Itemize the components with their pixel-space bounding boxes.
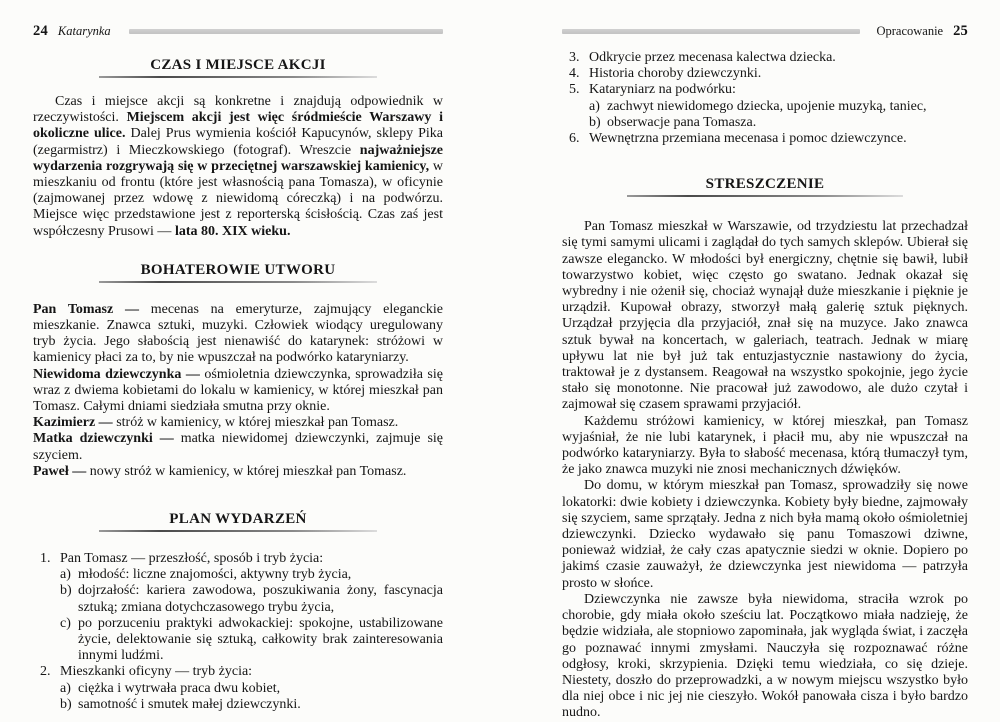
- heading-plan: PLAN WYDARZEŃ: [169, 511, 307, 528]
- summary-paragraph: Dziewczynka nie zawsze była niewidoma, straciła wzrok po chorobie, gdy miała około sześciu lat. Początkowo miała nadzieję, że będzie widziała, ale stopniowo zapominała, jak wygląda świat, i zaczęła go poznawać innymi zmysłami. Nauczyła się rozpoznawać różne odgłosy, kroki, skrzypienia. Dzięki temu wiedziała, co się dzieje. Niestety, doszło do przeprowadzki, a w nowym miejscu wszystko było dla niej obce i nic jej nie cieszyło. Wokół panowała cisza i było bardzo nudno.: [562, 591, 968, 721]
- plan-list-continued: [562, 50, 968, 147]
- header-rule-left: [129, 29, 443, 34]
- heading-summary: STRESZCZENIE: [705, 176, 825, 193]
- plan-subitem-text: zachwyt niewidomego dziecka, upojenie muzyką, taniec,: [607, 98, 927, 114]
- character-entry: [33, 431, 443, 463]
- plan-subitem-text: młodość: liczne znajomości, aktywny tryb życia,: [78, 567, 352, 583]
- page-left: [33, 0, 443, 712]
- heading-underline: [627, 195, 903, 197]
- plan-item: [33, 551, 443, 567]
- running-title-right: Opracowanie: [876, 23, 944, 38]
- heading-underline: [99, 76, 378, 78]
- running-header-left: [33, 23, 443, 39]
- character-list: [33, 302, 443, 480]
- plan-subitem-text: dojrzałość: kariera zawodowa, poszukiwania żony, fascynacja sztuką; zmiana dotychczasowego trybu życia,: [78, 583, 443, 615]
- plan-subitem-text: po porzuceniu praktyki adwokackiej: spokojne, ustabilizowane życie, delektowanie się sztuką, całkowity brak zainteresowania innymi ludźmi.: [78, 615, 443, 664]
- plan-item: [562, 82, 968, 98]
- character-desc: matka niewidomej dziewczynki, zajmuje się szyciem.: [33, 431, 443, 463]
- plan-item-number: 2.: [40, 664, 51, 680]
- character-desc: ośmioletnia dziewczynka, sprowadziła się wraz z dwiema kobietami do lokalu w kamienicy, w której mieszkał pan Tomasz. Całymi dniami siedziała smutna przy oknie.: [33, 366, 443, 415]
- plan-subitem: [33, 567, 443, 583]
- heading-characters: BOHATEROWIE UTWORU: [140, 261, 336, 278]
- page-number-right: 25: [953, 22, 968, 39]
- plan-subitem-text: samotność i smutek małej dziewczynki.: [78, 696, 301, 712]
- plan-subitem-letter: a): [60, 680, 71, 696]
- summary-paragraphs: [562, 219, 968, 721]
- character-desc: stróż w kamienicy, w której mieszkał pan Tomasz.: [112, 415, 399, 431]
- plan-item-number: 5.: [569, 82, 580, 98]
- character-name: Niewidoma dziewczynka —: [33, 366, 200, 382]
- heading-underline: [99, 281, 378, 283]
- character-name: Matka dziewczynki —: [33, 431, 174, 447]
- heading-underline: [99, 530, 378, 532]
- plan-subitem-letter: a): [60, 567, 71, 583]
- character-name: Pan Tomasz —: [33, 301, 139, 317]
- page-right: [562, 0, 968, 721]
- plan-subitem: [562, 99, 968, 115]
- running-header-right: [562, 23, 968, 39]
- character-entry: [33, 415, 443, 431]
- plan-subitem-text: ciężka i wytrwała praca dwu kobiet,: [78, 680, 281, 696]
- character-name: Paweł —: [33, 463, 87, 479]
- plan-subitem-letter: b): [589, 114, 601, 130]
- summary-paragraph: Każdemu stróżowi kamienicy, w której mieszkał, pan Tomasz wyjaśniał, że nie lubi katarynek, i płacił mu, aby nie wpuszczał na podwórko kataryniarzy. Była to słabość mecenasa, którą tłumaczył tym, że jako znawca muzyki nie znosi mechanicznych dźwięków.: [562, 413, 968, 478]
- time-place-paragraph: Czas i miejsce akcji są konkretne i znajdują odpowiednik w rzeczywistości. Miejscem akcji jest więc śródmieście Warszawy i okoliczne ulice. Dalej Prus wymienia kościół Kapucynów, sklepy Pika (zegarmistrz) i Mieczkowskiego (fotograf). Wreszcie najważniejsze wydarzenia rozgrywają się w przeciętnej warszawskiej kamienicy, w mieszkaniu od frontu (które jest własnością pana Tomasza), w oficynie (zajmowanej przez wdowę z niewidomą córeczką) i na podwórzu. Miejsce więc przedstawione jest z reporterską ścisłością. Czas zaś jest współczesny Prusowi — lata 80. XIX wieku.: [33, 94, 443, 239]
- plan-item-number: 3.: [569, 50, 580, 65]
- plan-item: [562, 66, 968, 82]
- plan-item-text: Wewnętrzna przemiana mecenasa i pomoc dziewczynce.: [589, 131, 907, 147]
- header-rule-right: [562, 29, 860, 34]
- plan-subitem-letter: c): [60, 615, 71, 631]
- plan-subitem: [33, 697, 443, 713]
- running-title-left: Katarynka: [57, 23, 111, 38]
- page-number-left: 24: [33, 22, 48, 39]
- plan-subitem-text: obserwacje pana Tomasza.: [607, 114, 757, 130]
- plan-item-text: Mieszkanki oficyny — tryb życia:: [60, 664, 253, 680]
- character-desc: mecenas na emeryturze, zajmujący eleganckie mieszkanie. Znawca sztuki, muzyki. Człowiek wiodący uregulowany tryb życia. Jego słabością jest nienawiść do katarynek: stróżowi w kamienicy płaci za to, by nie wpuszczał na podwórko kataryniarzy.: [33, 301, 443, 366]
- summary-paragraph: Do domu, w którym mieszkał pan Tomasz, sprowadziły się nowe lokatorki: dwie kobiety i dziewczynka. Kobiety były biedne, zajmowały się szyciem, same sprzątały. Jedna z nich była mamą około ośmioletniej dziewczynki. Dziecko wydawało się panu Tomaszowi dziwne, ponieważ widział, że cały czas apatycznie siedzi w oknie. Dopiero po jakimś czasie zauważył, że dziewczynka jest niewidoma — patrzyła prosto w słońce.: [562, 478, 968, 591]
- plan-item-text: Kataryniarz na podwórku:: [589, 82, 736, 98]
- heading-time-place: CZAS I MIEJSCE AKCJI: [150, 57, 326, 73]
- plan-item-text: Historia choroby dziewczynki.: [589, 66, 762, 82]
- plan-item-number: 6.: [569, 131, 580, 147]
- plan-subitem: [33, 681, 443, 697]
- plan-item: [562, 50, 968, 66]
- plan-item-text: Pan Tomasz — przeszłość, sposób i tryb życia:: [60, 551, 324, 567]
- plan-subitem: [33, 616, 443, 665]
- plan-subitem-letter: b): [60, 696, 72, 712]
- plan-item: [33, 664, 443, 680]
- character-entry: [33, 367, 443, 416]
- plan-subitem: [562, 115, 968, 131]
- summary-paragraph: Pan Tomasz mieszkał w Warszawie, od trzydziestu lat przechadzał się tymi samymi ulicami i zaglądał do tych samych sklepów. Ubierał się zawsze elegancko. W młodości był energiczny, chętnie się bawił, lubił towarzystwo kobiet, więc często go swatano. Jednak okazał się wybredny i nie ożenił się, chociaż wynajął duże mieszkanie i pięknie je urządził. Kupował obrazy, stworzył małą galerię sztuk pięknych. Urządzał przyjęcia dla przyjaciół, znał się na muzyce. Jako znawca sztuk bywał na koncertach, w galeriach, teatrach. Jednak w miarę upływu lat nie był już tak entuzjastycznie nastawiony do życia, traktował je z dystansem. Reagował na wszystko spokojnie, jego życie stało się monotonne. Nie pracował już zawodowo, ale dużo czytał i zajmował się czasem sprawami przyjaciół.: [562, 219, 968, 413]
- character-entry: [33, 464, 443, 480]
- character-name: Kazimierz —: [33, 415, 113, 431]
- plan-subitem-letter: a): [589, 98, 600, 114]
- plan-item: [562, 131, 968, 147]
- plan-item-number: 1.: [40, 551, 51, 567]
- character-desc: nowy stróż w kamienicy, w której mieszkał pan Tomasz.: [86, 463, 407, 479]
- character-entry: [33, 302, 443, 367]
- plan-subitem: [33, 583, 443, 615]
- plan-item-number: 4.: [569, 66, 580, 82]
- plan-list: [33, 551, 443, 713]
- plan-subitem-letter: b): [60, 583, 72, 599]
- plan-item-text: Odkrycie przez mecenasa kalectwa dziecka.: [589, 50, 836, 65]
